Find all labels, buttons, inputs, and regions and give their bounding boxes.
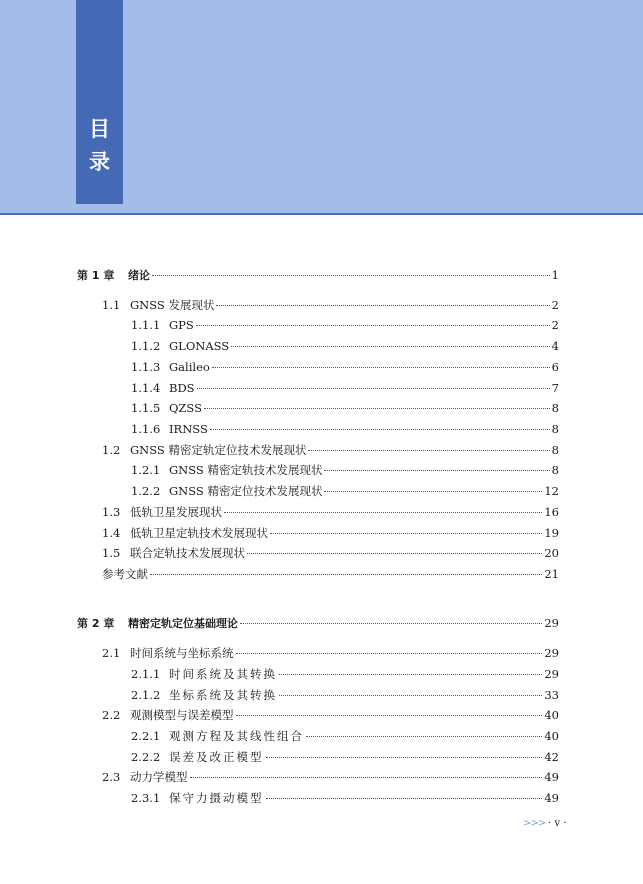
toc-entry-title: 低轨卫星发展现状: [130, 505, 222, 519]
toc-leader-dots: [236, 715, 543, 716]
toc-entry-label: [131, 750, 264, 765]
toc-entry-title: 观测方程及其线性组合: [169, 729, 304, 743]
toc-entry-number: 1.2.2: [131, 484, 161, 498]
toc-leader-dots: [324, 491, 542, 492]
toc-leader-dots: [266, 798, 543, 799]
toc-page-number: 2: [551, 318, 559, 332]
toc-page-number: 8: [551, 463, 559, 477]
toc-leader-dots: [236, 653, 543, 654]
toc-section-row[interactable]: [102, 708, 559, 723]
toc-leader-dots: [216, 305, 549, 306]
toc-entry-number: 2.2.2: [131, 750, 161, 764]
toc-leader-dots: [266, 757, 543, 758]
toc-leader-dots: [240, 623, 542, 624]
toc-leader-dots: [270, 533, 542, 534]
toc-chapter-row[interactable]: [77, 268, 559, 283]
toc-subsection-row[interactable]: [131, 422, 559, 437]
toc-subsection-row[interactable]: [131, 667, 559, 682]
toc-entry-label: [131, 667, 277, 682]
toc-page-number: 4: [551, 339, 559, 353]
toc-entry-title: GLONASS: [169, 339, 230, 353]
toc-section-row[interactable]: [102, 770, 559, 785]
toc-entry-number: 2.1.1: [131, 667, 161, 681]
title-char-1: 目: [89, 117, 110, 141]
toc-entry-number: 1.5: [102, 546, 121, 560]
toc-page-number: 40: [544, 729, 559, 743]
toc-section-row[interactable]: [102, 298, 559, 313]
toc-entry-label: [102, 298, 214, 313]
toc-entry-title: 保守力摄动模型: [169, 791, 264, 805]
toc-page-number: 1: [551, 268, 559, 282]
toc-entry-number: 1.1: [102, 298, 121, 312]
toc-entry-title: Galileo: [169, 360, 210, 374]
toc-leader-dots: [247, 553, 542, 554]
toc-entry-number: 2.3.1: [131, 791, 161, 805]
toc-entry-title: 坐标系统及其转换: [169, 688, 277, 702]
toc-entry-title: GNSS 发展现状: [130, 298, 215, 312]
toc-entry-number: 1.1.6: [131, 422, 161, 436]
toc-page-number: 12: [544, 484, 559, 498]
toc-page-number: 33: [544, 688, 559, 702]
toc-leader-dots: [279, 674, 542, 675]
toc-entry-label: [131, 791, 264, 806]
title-char-2: 录: [89, 150, 110, 174]
toc-leader-dots: [231, 346, 549, 347]
toc-entry-number: 2.1.2: [131, 688, 161, 702]
toc-subsection-row[interactable]: [131, 729, 559, 744]
toc-page-number: 2: [551, 298, 559, 312]
toc-entry-label: [131, 339, 229, 354]
toc-subsection-row[interactable]: [131, 401, 559, 416]
toc-subsection-row[interactable]: [131, 484, 559, 499]
toc-subsection-row[interactable]: [131, 791, 559, 806]
toc-page-number: 8: [551, 443, 559, 457]
toc-page-number: 19: [544, 526, 559, 540]
toc-entry-title: GPS: [169, 318, 194, 332]
toc-entry-title: 时间系统与坐标系统: [130, 646, 234, 660]
toc-leader-dots: [212, 367, 550, 368]
toc-leader-dots: [197, 388, 550, 389]
footer-arrows: >>>: [523, 818, 546, 829]
toc-entry-number: 第 2 章: [77, 617, 115, 630]
toc-section-row[interactable]: [102, 505, 559, 520]
toc-entry-label: [102, 567, 148, 582]
toc-entry-number: 第 1 章: [77, 269, 115, 282]
header-banner: [0, 0, 643, 215]
toc-entry-title: QZSS: [169, 401, 202, 415]
toc-entry-label: [131, 360, 210, 375]
toc-page-number: 16: [544, 505, 559, 519]
toc-entry-title: 精密定轨定位基础理论: [128, 617, 238, 630]
toc-entry-label: [131, 381, 195, 396]
toc-subsection-row[interactable]: [131, 318, 559, 333]
toc-entry-number: 2.2: [102, 708, 121, 722]
toc-leader-dots: [308, 450, 549, 451]
page-footer: [523, 818, 567, 829]
toc-page-number: 49: [544, 791, 559, 805]
toc-subsection-row[interactable]: [131, 381, 559, 396]
toc-leader-dots: [224, 512, 542, 513]
toc-entry-title: 绪论: [128, 269, 150, 282]
toc-entry-number: 1.1.2: [131, 339, 161, 353]
toc-entry-label: [102, 770, 188, 785]
toc-chapter-row[interactable]: [77, 616, 559, 631]
toc-entry-title: 时间系统及其转换: [169, 667, 277, 681]
toc-leader-dots: [204, 408, 550, 409]
toc-leader-dots: [324, 470, 549, 471]
toc-entry-label: [102, 526, 268, 541]
toc-entry-label: [131, 422, 208, 437]
toc-subsection-row[interactable]: [131, 360, 559, 375]
toc-leader-dots: [210, 429, 550, 430]
toc-entry-label: [102, 708, 234, 723]
toc-section-row[interactable]: [102, 443, 559, 458]
toc-entry-title: 误差及改正模型: [169, 750, 264, 764]
toc-entry-number: 1.1.3: [131, 360, 161, 374]
toc-entry-number: 1.2: [102, 443, 121, 457]
toc-leader-dots: [150, 574, 542, 575]
toc-leader-dots: [306, 736, 542, 737]
toc-entry-label: [131, 688, 277, 703]
toc-entry-label: [131, 463, 322, 478]
toc-page-number: 7: [551, 381, 559, 395]
toc-entry-title: 动力学模型: [130, 770, 188, 784]
toc-entry-title: BDS: [169, 381, 195, 395]
toc-entry-number: 2.1: [102, 646, 121, 660]
chapter-tab: [76, 0, 123, 204]
toc-section-row[interactable]: [102, 646, 559, 661]
toc-entry-title: IRNSS: [169, 422, 208, 436]
toc-subsection-row[interactable]: [131, 750, 559, 765]
toc-entry-label: [102, 646, 234, 661]
toc-entry-number: 1.1.1: [131, 318, 161, 332]
toc-entry-title: GNSS 精密定位技术发展现状: [169, 484, 323, 498]
toc-subsection-row[interactable]: [131, 463, 559, 478]
toc-entry-label: [77, 616, 238, 631]
toc-page-number: 29: [544, 616, 559, 630]
toc-page-number: 8: [551, 422, 559, 436]
toc-entry-number: 1.4: [102, 526, 121, 540]
toc-page-number: 6: [551, 360, 559, 374]
toc-leader-dots: [190, 777, 543, 778]
toc-entry-label: [131, 401, 202, 416]
toc-entry-label: [102, 546, 245, 561]
toc-page-number: 20: [544, 546, 559, 560]
toc-entry-title: GNSS 精密定轨技术发展现状: [169, 463, 323, 477]
toc-page-number: 49: [544, 770, 559, 784]
toc-page-number: 8: [551, 401, 559, 415]
toc-entry-number: 1.2.1: [131, 463, 161, 477]
toc-entry-label: [131, 484, 322, 499]
toc-entry-label: [102, 505, 222, 520]
toc-entry-label: [131, 318, 194, 333]
toc-entry-title: 观测模型与误差模型: [130, 708, 234, 722]
toc-page-number: 29: [544, 667, 559, 681]
toc-section-row[interactable]: [102, 546, 559, 561]
toc-entry-title: GNSS 精密定轨定位技术发展现状: [130, 443, 307, 457]
toc-entry-label: [77, 268, 150, 283]
toc-page-number: 29: [544, 646, 559, 660]
toc-entry-title: 低轨卫星定轨技术发展现状: [130, 526, 268, 540]
toc-entry-number: 1.1.4: [131, 381, 161, 395]
toc-leader-dots: [196, 325, 550, 326]
toc-entry-number: 1.1.5: [131, 401, 161, 415]
toc-leader-dots: [279, 695, 542, 696]
toc-leader-dots: [152, 275, 550, 276]
toc-page-number: 21: [544, 567, 559, 581]
page-number: · v ·: [548, 818, 567, 829]
toc-entry-label: [131, 729, 304, 744]
toc-page-number: 40: [544, 708, 559, 722]
toc-entry-number: 2.3: [102, 770, 121, 784]
toc-page-number: 42: [544, 750, 559, 764]
toc-entry-number: 1.3: [102, 505, 121, 519]
toc-entry-title: 参考文献: [102, 567, 148, 581]
toc-entry-number: 2.2.1: [131, 729, 161, 743]
toc-entry-label: [102, 443, 306, 458]
toc-section-row[interactable]: [102, 567, 559, 582]
toc-subsection-row[interactable]: [131, 339, 559, 354]
toc-section-row[interactable]: [102, 526, 559, 541]
toc-subsection-row[interactable]: [131, 688, 559, 703]
toc-entry-title: 联合定轨技术发展现状: [130, 546, 245, 560]
